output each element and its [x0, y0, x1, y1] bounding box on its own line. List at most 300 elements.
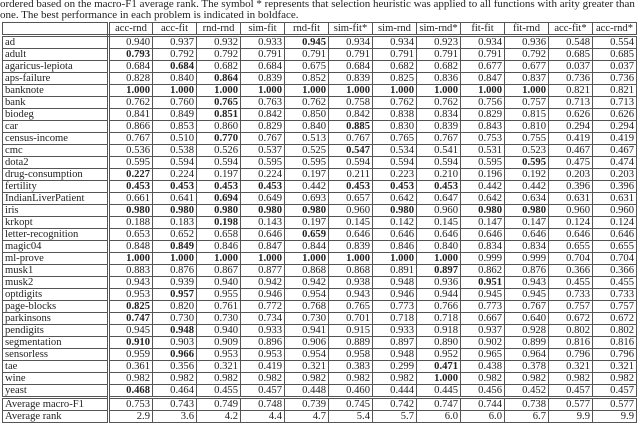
value-cell: 0.457 [549, 385, 593, 398]
value-cell: 0.765 [329, 301, 373, 313]
value-cell: 0.124 [593, 217, 637, 229]
value-cell: 1.000 [109, 85, 153, 97]
value-cell: 0.834 [417, 109, 461, 121]
column-header-rnd-rnd: rnd-rnd [197, 23, 241, 36]
value-cell: 0.853 [153, 121, 197, 133]
value-cell: 1.000 [285, 253, 329, 265]
value-cell: 0.852 [285, 73, 329, 85]
value-cell: 0.197 [197, 169, 241, 181]
value-cell: 0.876 [153, 265, 197, 277]
table-row [3, 205, 637, 217]
row-label: ml-prove [3, 253, 109, 265]
value-cell: 0.943 [329, 289, 373, 301]
value-cell: 0.829 [241, 121, 285, 133]
value-cell: 2.9 [109, 411, 153, 423]
value-cell: 0.762 [373, 97, 417, 109]
column-header-acc-rnd: acc-rnd [109, 23, 153, 36]
value-cell: 0.982 [197, 373, 241, 385]
value-cell: 0.864 [197, 73, 241, 85]
value-cell: 0.531 [461, 145, 505, 157]
value-cell: 0.802 [593, 325, 637, 337]
value-cell: 0.366 [593, 265, 637, 277]
value-cell: 0.965 [461, 349, 505, 361]
value-cell: 0.594 [153, 157, 197, 169]
value-cell: 0.850 [285, 109, 329, 121]
value-cell: 1.000 [373, 85, 417, 97]
value-cell: 0.773 [461, 301, 505, 313]
value-cell: 0.951 [461, 277, 505, 289]
value-cell: 0.945 [505, 289, 549, 301]
value-cell: 0.294 [549, 121, 593, 133]
value-cell: 0.554 [593, 36, 637, 49]
row-label: sensorless [3, 349, 109, 361]
value-cell: 0.682 [373, 61, 417, 73]
row-label: musk1 [3, 265, 109, 277]
value-cell: 0.467 [593, 145, 637, 157]
row-label: bank [3, 97, 109, 109]
value-cell: 0.383 [329, 361, 373, 373]
value-cell: 0.299 [373, 361, 417, 373]
value-cell: 0.682 [197, 61, 241, 73]
row-label: Average rank [3, 411, 109, 423]
value-cell: 9.9 [593, 411, 637, 423]
caption-line-1: ordered based on the macro-F1 average rank. The symbol * represents that selection heuristic was applied to all functions with arity greater than [0, 0, 635, 10]
value-cell: 0.684 [153, 61, 197, 73]
value-cell: 0.860 [197, 121, 241, 133]
value-cell: 0.765 [373, 133, 417, 145]
header-row [3, 23, 637, 36]
value-cell: 0.889 [329, 337, 373, 349]
column-header-sim-fit-star: sim-fit* [329, 23, 373, 36]
value-cell: 0.321 [549, 361, 593, 373]
value-cell: 0.694 [197, 193, 241, 205]
table-row [3, 133, 637, 145]
value-cell: 0.594 [373, 157, 417, 169]
value-cell: 0.941 [285, 325, 329, 337]
value-cell: 0.468 [109, 385, 153, 398]
table-row [3, 241, 637, 253]
value-cell: 0.653 [109, 229, 153, 241]
value-cell: 0.821 [549, 85, 593, 97]
value-cell: 0.964 [505, 349, 549, 361]
value-cell: 0.953 [109, 289, 153, 301]
value-cell: 0.438 [461, 361, 505, 373]
value-cell: 0.906 [285, 337, 329, 349]
value-cell: 0.821 [593, 85, 637, 97]
value-cell: 0.682 [417, 61, 461, 73]
value-cell: 0.796 [549, 349, 593, 361]
header-empty [3, 23, 109, 36]
value-cell: 6.0 [461, 411, 505, 423]
value-cell: 0.672 [549, 313, 593, 325]
value-cell: 0.733 [549, 289, 593, 301]
value-cell: 0.647 [417, 193, 461, 205]
value-cell: 0.820 [153, 301, 197, 313]
table-row [3, 277, 637, 289]
column-header-acc-rnd-star: acc-rnd* [593, 23, 637, 36]
value-cell: 0.767 [329, 133, 373, 145]
table-row [3, 109, 637, 121]
value-cell: 0.940 [197, 277, 241, 289]
value-cell: 0.321 [197, 361, 241, 373]
value-cell: 0.960 [417, 205, 461, 217]
row-label: car [3, 121, 109, 133]
value-cell: 4.7 [285, 411, 329, 423]
row-label: page-blocks [3, 301, 109, 313]
value-cell: 0.224 [153, 169, 197, 181]
value-cell: 0.753 [109, 398, 153, 411]
column-header-acc-fit-star: acc-fit* [549, 23, 593, 36]
value-cell: 0.655 [593, 241, 637, 253]
value-cell: 0.839 [329, 241, 373, 253]
value-cell: 0.980 [505, 205, 549, 217]
value-cell: 0.419 [241, 361, 285, 373]
results-table [2, 22, 637, 423]
row-label: cmc [3, 145, 109, 157]
value-cell: 0.646 [461, 229, 505, 241]
value-cell: 0.442 [285, 181, 329, 193]
value-cell: 0.757 [593, 301, 637, 313]
value-cell: 0.733 [593, 289, 637, 301]
value-cell: 6.0 [417, 411, 461, 423]
value-cell: 0.836 [417, 73, 461, 85]
value-cell: 0.837 [505, 73, 549, 85]
value-cell: 0.037 [549, 61, 593, 73]
value-cell: 0.849 [153, 241, 197, 253]
value-cell: 0.147 [461, 217, 505, 229]
value-cell: 0.646 [505, 229, 549, 241]
value-cell: 1.000 [417, 373, 461, 385]
value-cell: 0.816 [549, 337, 593, 349]
value-cell: 0.980 [153, 205, 197, 217]
value-cell: 0.838 [373, 109, 417, 121]
value-cell: 1.000 [241, 253, 285, 265]
value-cell: 0.730 [197, 313, 241, 325]
table-row [3, 73, 637, 85]
row-label: aps-failure [3, 73, 109, 85]
value-cell: 0.960 [329, 205, 373, 217]
value-cell: 1.000 [461, 85, 505, 97]
value-cell: 0.982 [109, 373, 153, 385]
value-cell: 0.897 [417, 265, 461, 277]
value-cell: 0.910 [109, 337, 153, 349]
row-label: segmentation [3, 337, 109, 349]
value-cell: 0.147 [505, 217, 549, 229]
value-cell: 0.672 [593, 313, 637, 325]
value-cell: 0.652 [153, 229, 197, 241]
value-cell: 0.767 [109, 133, 153, 145]
row-label: banknote [3, 85, 109, 97]
value-cell: 0.442 [505, 181, 549, 193]
value-cell: 0.982 [285, 373, 329, 385]
value-cell: 0.453 [329, 181, 373, 193]
table-row [3, 61, 637, 73]
value-cell: 0.902 [461, 337, 505, 349]
value-cell: 0.791 [417, 49, 461, 61]
value-cell: 0.839 [417, 121, 461, 133]
value-cell: 0.657 [329, 193, 373, 205]
value-cell: 0.932 [197, 36, 241, 49]
value-cell: 0.954 [285, 289, 329, 301]
value-cell: 0.704 [549, 253, 593, 265]
value-cell: 0.890 [417, 337, 461, 349]
value-cell: 0.595 [109, 157, 153, 169]
table-row [3, 229, 637, 241]
value-cell: 0.849 [153, 109, 197, 121]
table-caption [0, 0, 640, 21]
row-label: iris [3, 205, 109, 217]
value-cell: 0.830 [373, 121, 417, 133]
value-cell: 0.525 [285, 145, 329, 157]
value-cell: 0.396 [549, 181, 593, 193]
value-cell: 0.982 [461, 373, 505, 385]
value-cell: 0.742 [373, 398, 417, 411]
value-cell: 0.767 [505, 301, 549, 313]
value-cell: 1.000 [153, 85, 197, 97]
value-cell: 0.773 [373, 301, 417, 313]
value-cell: 0.982 [329, 373, 373, 385]
value-cell: 0.646 [593, 229, 637, 241]
value-cell: 0.594 [197, 157, 241, 169]
table-row [3, 361, 637, 373]
value-cell: 0.547 [329, 145, 373, 157]
value-cell: 0.224 [241, 169, 285, 181]
value-cell: 5.4 [329, 411, 373, 423]
value-cell: 0.444 [373, 385, 417, 398]
table-row [3, 157, 637, 169]
value-cell: 0.825 [373, 73, 417, 85]
value-cell: 0.999 [461, 253, 505, 265]
value-cell: 0.938 [329, 277, 373, 289]
value-cell: 0.455 [197, 385, 241, 398]
table-row [3, 313, 637, 325]
value-cell: 0.460 [329, 385, 373, 398]
value-cell: 0.982 [549, 373, 593, 385]
value-cell: 0.839 [329, 73, 373, 85]
value-cell: 1.000 [153, 253, 197, 265]
caption-line-2: one. The best performance in each problem is indicated in boldface. [0, 9, 299, 21]
value-cell: 0.982 [593, 373, 637, 385]
value-cell: 0.294 [593, 121, 637, 133]
value-cell: 0.667 [461, 313, 505, 325]
column-header-sim-rnd-star: sim-rnd* [417, 23, 461, 36]
row-label: census-income [3, 133, 109, 145]
value-cell: 1.000 [329, 253, 373, 265]
value-cell: 0.982 [505, 373, 549, 385]
value-cell: 0.642 [373, 193, 417, 205]
value-cell: 0.980 [461, 205, 505, 217]
value-cell: 0.982 [241, 373, 285, 385]
value-cell: 0.762 [417, 97, 461, 109]
value-cell: 1.000 [505, 85, 549, 97]
value-cell: 0.378 [505, 361, 549, 373]
value-cell: 0.825 [109, 301, 153, 313]
value-cell: 0.915 [329, 325, 373, 337]
value-cell: 0.982 [373, 373, 417, 385]
value-cell: 0.939 [153, 277, 197, 289]
value-cell: 0.442 [461, 181, 505, 193]
value-cell: 0.658 [197, 229, 241, 241]
value-cell: 0.940 [109, 36, 153, 49]
value-cell: 0.145 [417, 217, 461, 229]
row-label: fertility [3, 181, 109, 193]
value-cell: 0.713 [593, 97, 637, 109]
value-cell: 0.829 [461, 109, 505, 121]
value-cell: 0.903 [153, 337, 197, 349]
value-cell: 0.631 [549, 193, 593, 205]
value-cell: 0.933 [241, 36, 285, 49]
row-label: Average macro-F1 [3, 398, 109, 411]
value-cell: 0.960 [549, 205, 593, 217]
value-cell: 0.828 [109, 73, 153, 85]
table-body [3, 36, 637, 423]
value-cell: 0.952 [417, 349, 461, 361]
value-cell: 0.757 [505, 97, 549, 109]
value-cell: 1.000 [329, 85, 373, 97]
value-cell: 0.453 [373, 181, 417, 193]
table-row [3, 265, 637, 277]
value-cell: 0.948 [373, 277, 417, 289]
value-cell: 0.843 [461, 121, 505, 133]
value-cell: 0.510 [153, 133, 197, 145]
value-cell: 0.767 [417, 133, 461, 145]
value-cell: 0.791 [373, 49, 417, 61]
value-cell: 0.464 [153, 385, 197, 398]
value-cell: 0.534 [373, 145, 417, 157]
value-cell: 0.188 [109, 217, 153, 229]
value-cell: 0.937 [461, 325, 505, 337]
value-cell: 0.677 [505, 61, 549, 73]
value-cell: 0.037 [593, 61, 637, 73]
value-cell: 0.934 [329, 36, 373, 49]
value-cell: 0.513 [285, 133, 329, 145]
value-cell: 0.453 [153, 181, 197, 193]
row-label: dota2 [3, 157, 109, 169]
row-label: wine [3, 373, 109, 385]
value-cell: 0.867 [197, 265, 241, 277]
value-cell: 0.526 [197, 145, 241, 157]
value-cell: 0.942 [285, 277, 329, 289]
value-cell: 0.541 [417, 145, 461, 157]
value-cell: 0.943 [505, 277, 549, 289]
value-cell: 0.834 [505, 241, 549, 253]
value-cell: 0.943 [109, 277, 153, 289]
value-cell: 0.356 [153, 361, 197, 373]
value-cell: 0.960 [593, 205, 637, 217]
value-cell: 0.834 [461, 241, 505, 253]
value-cell: 0.713 [549, 97, 593, 109]
value-cell: 0.923 [417, 36, 461, 49]
table-row [3, 337, 637, 349]
value-cell: 0.203 [549, 169, 593, 181]
value-cell: 0.419 [549, 133, 593, 145]
value-cell: 0.944 [417, 289, 461, 301]
value-cell: 0.736 [549, 73, 593, 85]
value-cell: 0.755 [505, 133, 549, 145]
row-label: musk2 [3, 277, 109, 289]
value-cell: 0.730 [285, 313, 329, 325]
value-cell: 0.197 [285, 169, 329, 181]
row-label: drug-consumption [3, 169, 109, 181]
value-cell: 0.842 [241, 109, 285, 121]
value-cell: 0.536 [109, 145, 153, 157]
value-cell: 0.796 [593, 349, 637, 361]
value-cell: 0.758 [329, 97, 373, 109]
value-cell: 1.000 [197, 253, 241, 265]
value-cell: 0.203 [593, 169, 637, 181]
table-row [3, 169, 637, 181]
value-cell: 0.646 [373, 229, 417, 241]
table-row [3, 253, 637, 265]
value-cell: 0.675 [285, 61, 329, 73]
value-cell: 0.840 [417, 241, 461, 253]
table-row [3, 301, 637, 313]
value-cell: 0.868 [329, 265, 373, 277]
table-row [3, 49, 637, 61]
value-cell: 6.7 [505, 411, 549, 423]
column-header-rnd-fit: rnd-fit [285, 23, 329, 36]
value-cell: 0.642 [461, 193, 505, 205]
value-cell: 0.928 [505, 325, 549, 337]
value-cell: 0.749 [197, 398, 241, 411]
table-row [3, 145, 637, 157]
value-cell: 0.641 [153, 193, 197, 205]
value-cell: 0.321 [285, 361, 329, 373]
value-cell: 0.770 [197, 133, 241, 145]
row-label: pendigits [3, 325, 109, 337]
value-cell: 0.739 [285, 398, 329, 411]
value-cell: 0.594 [329, 157, 373, 169]
value-cell: 0.595 [461, 157, 505, 169]
value-cell: 0.999 [505, 253, 549, 265]
row-label: IndianLiverPatient [3, 193, 109, 205]
value-cell: 0.738 [505, 398, 549, 411]
value-cell: 0.840 [285, 121, 329, 133]
value-cell: 0.953 [241, 349, 285, 361]
value-cell: 0.198 [197, 217, 241, 229]
value-cell: 0.846 [373, 241, 417, 253]
value-cell: 0.933 [373, 325, 417, 337]
value-cell: 1.000 [109, 253, 153, 265]
value-cell: 0.957 [153, 289, 197, 301]
value-cell: 0.897 [373, 337, 417, 349]
value-cell: 0.954 [285, 349, 329, 361]
row-label: adult [3, 49, 109, 61]
value-cell: 0.211 [329, 169, 373, 181]
value-cell: 0.718 [417, 313, 461, 325]
value-cell: 0.767 [241, 133, 285, 145]
value-cell: 1.000 [197, 85, 241, 97]
value-cell: 0.768 [285, 301, 329, 313]
value-cell: 0.876 [505, 265, 549, 277]
value-cell: 4.2 [197, 411, 241, 423]
value-cell: 0.704 [593, 253, 637, 265]
value-cell: 0.684 [329, 61, 373, 73]
value-cell: 0.548 [549, 36, 593, 49]
value-cell: 0.577 [593, 398, 637, 411]
value-cell: 0.626 [549, 109, 593, 121]
value-cell: 0.452 [505, 385, 549, 398]
value-cell: 0.685 [549, 49, 593, 61]
value-cell: 0.655 [549, 241, 593, 253]
row-label: biodeg [3, 109, 109, 121]
summary-row [3, 398, 637, 411]
value-cell: 0.577 [549, 398, 593, 411]
table-row [3, 289, 637, 301]
value-cell: 0.816 [593, 337, 637, 349]
value-cell: 0.693 [285, 193, 329, 205]
value-cell: 1.000 [285, 85, 329, 97]
